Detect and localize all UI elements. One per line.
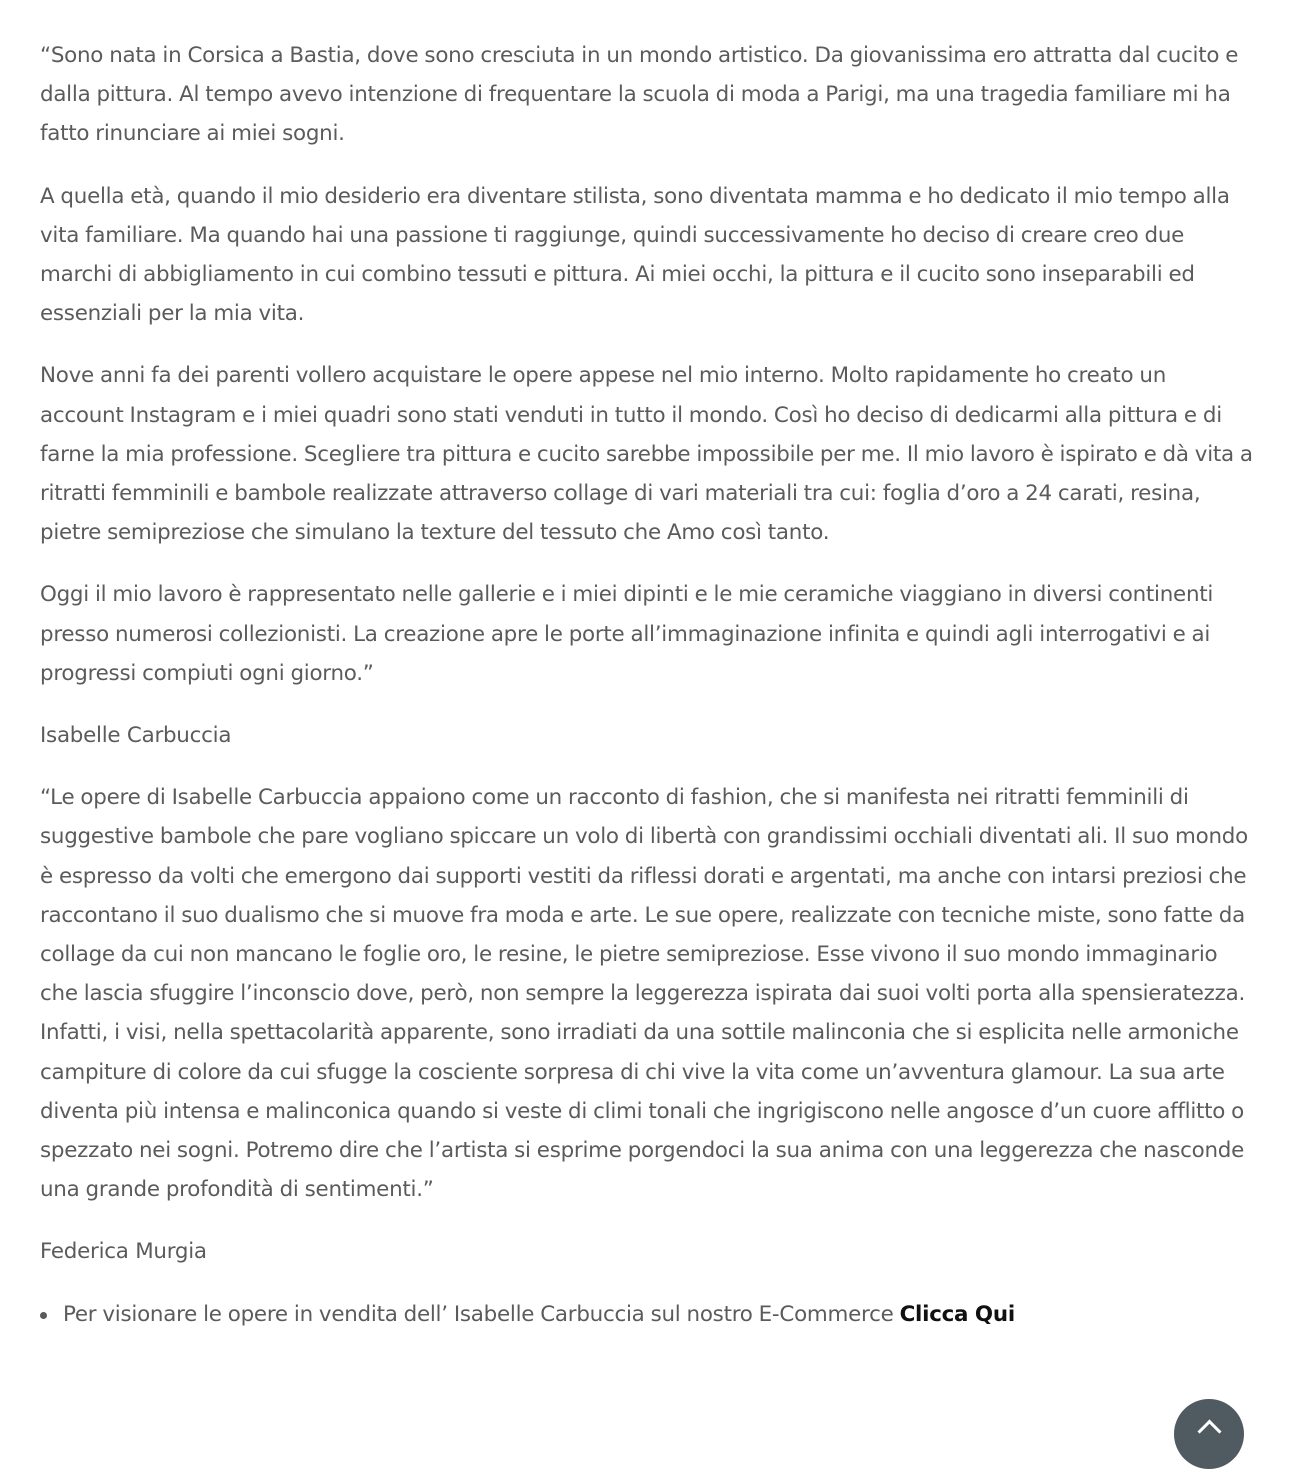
bullet-dot-icon bbox=[40, 1312, 47, 1319]
scroll-to-top-button[interactable] bbox=[1174, 1399, 1244, 1469]
artist-quote-paragraph-3: Nove anni fa dei parenti vollero acquistare le opere appese nel mio interno. Molto rapidamente ho creato un account Instagram e i miei quadri sono stati venduti in tutto il mondo. Così ho deciso di dedicarmi alla pittura e di farne la mia professione. Scegliere tra pittura e cucito sarebbe impossibile per me. Il mio lavoro è ispirato e dà vita a ritratti femminili e bambole realizzate attraverso collage di vari materiali tra cui: foglia d’oro a 24 carati, resina, pietre semipreziose che simulano la texture del tessuto che Amo così tanto. bbox=[40, 363, 1253, 546]
chevron-up-icon bbox=[1197, 1419, 1221, 1443]
list-item bbox=[40, 1295, 1254, 1334]
artist-quote-paragraph-4: Oggi il mio lavoro è rappresentato nelle gallerie e i miei dipinti e le mie ceramiche viaggiano in diversi continenti presso numerosi collezionisti. La creazione apre le porte all’immaginazione infinita e quindi agli interrogativi e ai progressi compiuti ogni giorno.” bbox=[40, 582, 1214, 686]
article-content bbox=[40, 36, 1254, 1334]
artist-signature: Isabelle Carbuccia bbox=[40, 723, 232, 749]
critic-review-paragraph: “Le opere di Isabelle Carbuccia appaiono come un racconto di fashion, che si manifesta nei ritratti femminili di suggestive bambole che pare vogliano spiccare un volo di libertà con grandissimi occhiali diventati ali. Il suo mondo è espresso da volti che emergono dai supporti vestiti da riflessi dorati e argentati, ma anche con intarsi preziosi che raccontano il suo dualismo che si muove fra moda e arte. Le sue opere, realizzate con tecniche miste, sono fatte da collage da cui non mancano le foglie oro, le resine, le pietre semipreziose. Esse vivono il suo mondo immaginario che lascia sfuggire l’inconscio dove, però, non sempre la leggerezza ispirata dai suoi volti porta alla spensieratezza. Infatti, i visi, nella spettacolarità apparente, sono irradiati da una sottile malinconia che si esplicita nelle armoniche campiture di colore da cui sfugge la cosciente sorpresa di chi vive la vita come un’avventura glamour. La sua arte diventa più intensa e malinconica quando si veste di climi tonali che ingrigiscono nelle angosce d’un cuore afflitto o spezzato nei sogni. Potremo dire che l’artista si esprime porgendoci la sua anima con una leggerezza che nasconde una grande profondità di sentimenti.” bbox=[40, 785, 1248, 1203]
artist-quote-paragraph-2: A quella età, quando il mio desiderio era diventare stilista, sono diventata mamma e ho dedicato il mio tempo alla vita familiare. Ma quando hai una passione ti raggiunge, quindi successivamente ho deciso di creare creo due marchi di abbigliamento in cui combino tessuti e pittura. Ai miei occhi, la pittura e il cucito sono inseparabili ed essenziali per la mia vita. bbox=[40, 183, 1230, 327]
artist-quote-paragraph-1: “Sono nata in Corsica a Bastia, dove sono cresciuta in un mondo artistico. Da giovanissima ero attratta dal cucito e dalla pittura. Al tempo avevo intenzione di frequentare la scuola di moda a Parigi, ma una tragedia familiare mi ha fatto rinunciare ai miei sogni. bbox=[40, 43, 1239, 147]
ecommerce-link-text: Per visionare le opere in vendita dell’ Isabelle Carbuccia sul nostro E-Commerce bbox=[63, 1301, 894, 1327]
critic-signature: Federica Murgia bbox=[40, 1239, 207, 1265]
ecommerce-link-list bbox=[40, 1295, 1254, 1334]
clicca-qui-link[interactable]: Clicca Qui bbox=[899, 1301, 1015, 1327]
